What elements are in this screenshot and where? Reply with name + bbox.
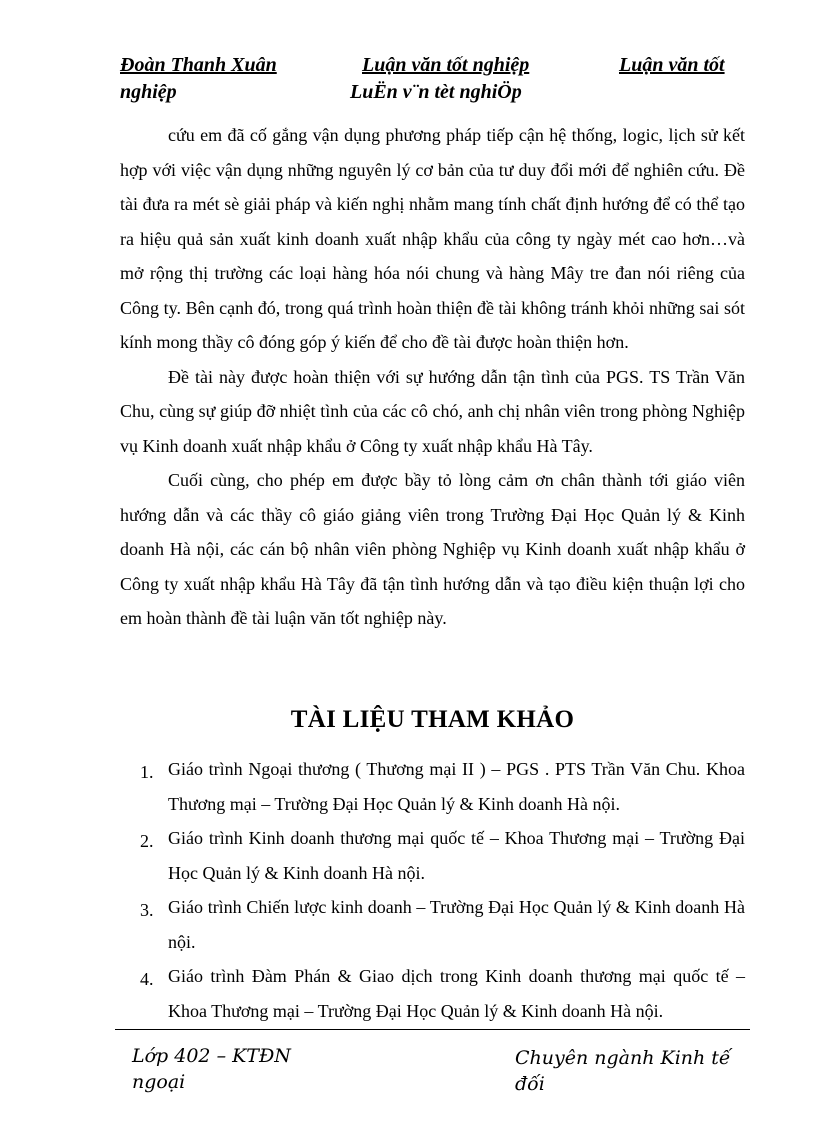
running-header-line1 (120, 53, 750, 77)
reference-number: 2. (140, 831, 154, 851)
paragraph-1: cứu em đã cố gắng vận dụng phương pháp tiếp cận hệ thống, logic, lịch sử kết hợp với việc vận dụng những nguyên lý cơ bản của tư duy đổi mới để nghiên cứu. Đề tài đưa ra mét sè giải pháp và kiến nghị nhằm mang tính chất định hướng để có thể tạo ra hiệu quả sản xuất kinh doanh xuất nhập khẩu của công ty ngày mét cao hơn…và mở rộng thị trường các loại hàng hóa nói chung và hàng Mây tre đan nói riêng của Công ty. Bên cạnh đó, trong quá trình hoàn thiện đề tài không tránh khỏi những sai sót kính mong thầy cô đóng góp ý kiến để cho đề tài được hoàn thiện hơn. (120, 125, 745, 352)
reference-number: 3. (140, 900, 154, 920)
references-heading: TÀI LIỆU THAM KHẢO (290, 706, 575, 733)
reference-text: Giáo trình Kinh doanh thương mại quốc tế – Khoa Thương mại – Trường Đại Học Quản lý & Kinh doanh Hà nội. (168, 828, 745, 883)
reference-item (140, 821, 745, 890)
reference-number: 4. (140, 969, 154, 989)
footer-class-label: Lớp 402 – KTĐN ngoại (132, 1045, 291, 1093)
footer-divider (115, 1029, 750, 1030)
reference-item (140, 890, 745, 959)
reference-text: Giáo trình Chiến lược kinh doanh – Trường Đại Học Quản lý & Kinh doanh Hà nội. (168, 897, 745, 952)
reference-text: Giáo trình Ngoại thương ( Thương mại II ) – PGS . PTS Trần Văn Chu. Khoa Thương mại – Trường Đại Học Quản lý & Kinh doanh Hà nội. (168, 759, 745, 814)
header-line2-center: LuËn v¨n tèt nghiÖp (350, 81, 522, 103)
references-list (140, 752, 745, 1028)
reference-number: 1. (140, 762, 154, 782)
paragraph-3: Cuối cùng, cho phép em được bầy tỏ lòng cảm ơn chân thành tới giáo viên hướng dẫn và các thầy cô giáo giảng viên trong Trường Đại Học Quản lý & Kinh doanh Hà nội, các cán bộ nhân viên phòng Nghiệp vụ Kinh doanh xuất nhập khẩu ở Công ty xuất nhập khẩu Hà Tây đã tận tình hướng dẫn và tạo điều kiện thuận lợi cho em hoàn thành đề tài luận văn tốt nghiệp này. (120, 470, 745, 628)
header-author: Đoàn Thanh Xuân (120, 54, 277, 76)
footer-major-label: Chuyên ngành Kinh tế đối (515, 1047, 731, 1095)
body-text (120, 118, 745, 636)
paragraph-2: Đề tài này được hoàn thiện với sự hướng dẫn tận tình của PGS. TS Trần Văn Chu, cùng sự giúp đỡ nhiệt tình của các cô chó, anh chị nhân viên trong phòng Nghiệp vụ Kinh doanh xuất nhập khẩu ở Công ty xuất nhập khẩu Hà Tây. (120, 366, 745, 456)
running-header-line2 (120, 80, 750, 104)
header-center-title: Luận văn tốt nghiệp (362, 54, 530, 76)
reference-text: Giáo trình Đàm Phán & Giao dịch trong Kinh doanh thương mại quốc tế – Khoa Thương mại – Trường Đại Học Quản lý & Kinh doanh Hà nội. (168, 966, 745, 1021)
header-right-title: Luận văn tốt (619, 54, 725, 76)
header-line2-left: nghiệp (120, 81, 177, 103)
reference-item (140, 752, 745, 821)
reference-item (140, 959, 745, 1028)
